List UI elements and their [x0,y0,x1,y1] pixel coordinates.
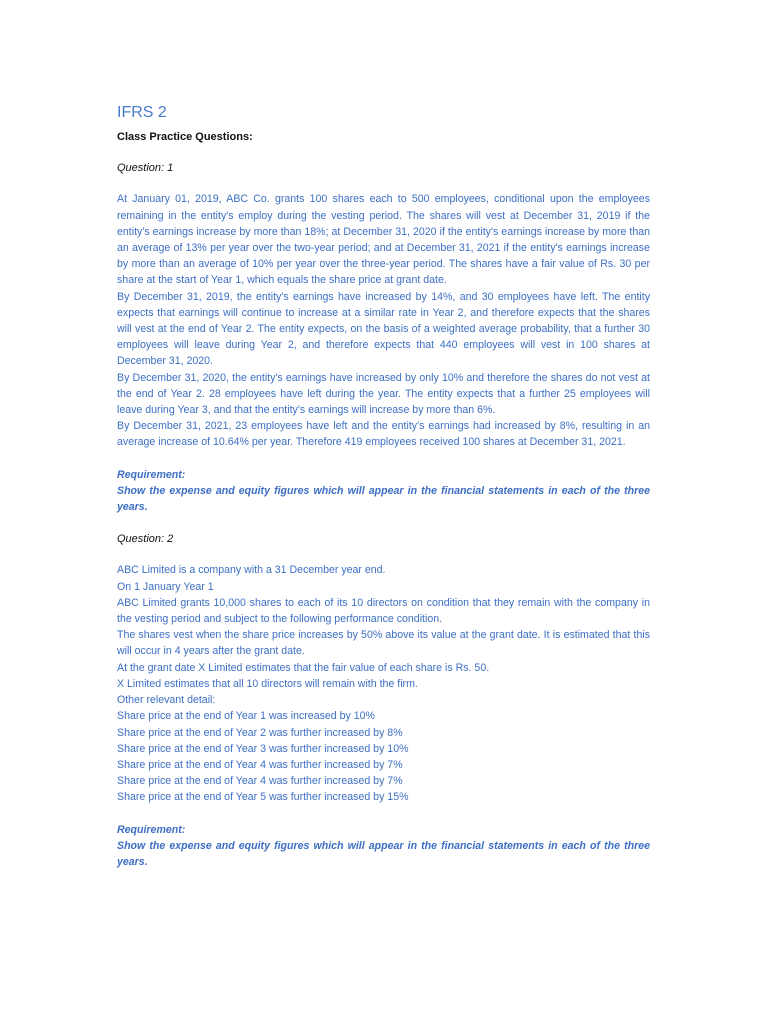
document-subtitle: Class Practice Questions: [117,131,253,143]
question-1-requirement-label: Requirement: [117,468,186,481]
question-1-paragraph-3: By December 31, 2020, the entity's earnings have increased by only 10% and therefore the shares do not vest at the end of Year 2. 28 employees have left during the year. The entity expects that a further 25 employees will leave during Year 3, and that the entity's earnings will increase by more than 6%. [117,371,650,417]
share-price-year-5: Share price at the end of Year 5 was further increased by 15% [117,791,409,804]
question-2-line-7: Other relevant detail: [117,694,216,707]
question-2-line-4: The shares vest when the share price increases by 50% above its value at the grant date. It is estimated that this will occur in 4 years after the grant date. [117,629,650,658]
share-price-year-4-repeat: Share price at the end of Year 4 was further increased by 7% [117,775,403,788]
question-1-heading: Question: 1 [117,162,174,175]
document-content [117,103,650,886]
question-2-line-1: ABC Limited is a company with a 31 December year end. [117,564,386,577]
question-2-heading: Question: 2 [117,533,174,546]
question-1-body [117,191,650,450]
question-1-paragraph-4: By December 31, 2021, 23 employees have left and the entity's earnings had increased by 8%, resulting in an average increase of 10.64% per year. Therefore 419 employees received 100 shares at December 31, 2021. [117,420,650,449]
document-title: IFRS 2 [117,104,167,121]
question-2-line-3: ABC Limited grants 10,000 shares to each of its 10 directors on condition that they remain with the company in the vesting period and subject to the following performance condition. [117,596,650,626]
question-2-body [117,562,650,805]
question-2-requirement-label: Requirement: [117,823,186,836]
share-price-year-2: Share price at the end of Year 2 was further increased by 8% [117,726,403,739]
question-2-requirement-text: Show the expense and equity figures which will appear in the financial statements in each of the three years. [117,839,650,868]
question-2-requirement [117,822,650,871]
share-price-year-4: Share price at the end of Year 4 was further increased by 7% [117,758,403,771]
question-1-paragraph-2: By December 31, 2019, the entity's earnings have increased by 14%, and 30 employees have left. The entity expects that earnings will continue to increase at a similar rate in Year 2, and therefore expects that the shares will vest at the end of Year 2. The entity expects, on the basis of a weighted average probability, that a further 30 employees will leave during Year 2, and therefore expects that 440 employees will vest in 100 shares at December 31, 2020. [117,290,650,368]
question-2-line-2: On 1 January Year 1 [117,580,214,593]
question-1-paragraph-1: At January 01, 2019, ABC Co. grants 100 shares each to 500 employees, conditional upon the employees remaining in the entity's employ during the vesting period. The shares will vest at December 31, 2019 if the entity's earnings increase by more than 18%; at December 31, 2020 if the entity's earnings increase by more than an average of 13% per year over the two-year period; and at December 31, 2021 if the entity's earnings increase by more than an average of 10% per year over the three-year period. The shares have a fair value of Rs. 30 per share at the start of Year 1, which equals the share price at grant date. [117,193,650,287]
question-1-requirement [117,467,650,516]
question-1-requirement-text: Show the expense and equity figures which will appear in the financial statements in each of the three years. [117,484,650,514]
question-2-line-5: At the grant date X Limited estimates that the fair value of each share is Rs. 50. [117,661,490,674]
question-2-line-6: X Limited estimates that all 10 directors will remain with the firm. [117,677,418,690]
share-price-year-1: Share price at the end of Year 1 was increased by 10% [117,710,375,723]
share-price-year-3: Share price at the end of Year 3 was further increased by 10% [117,742,409,755]
